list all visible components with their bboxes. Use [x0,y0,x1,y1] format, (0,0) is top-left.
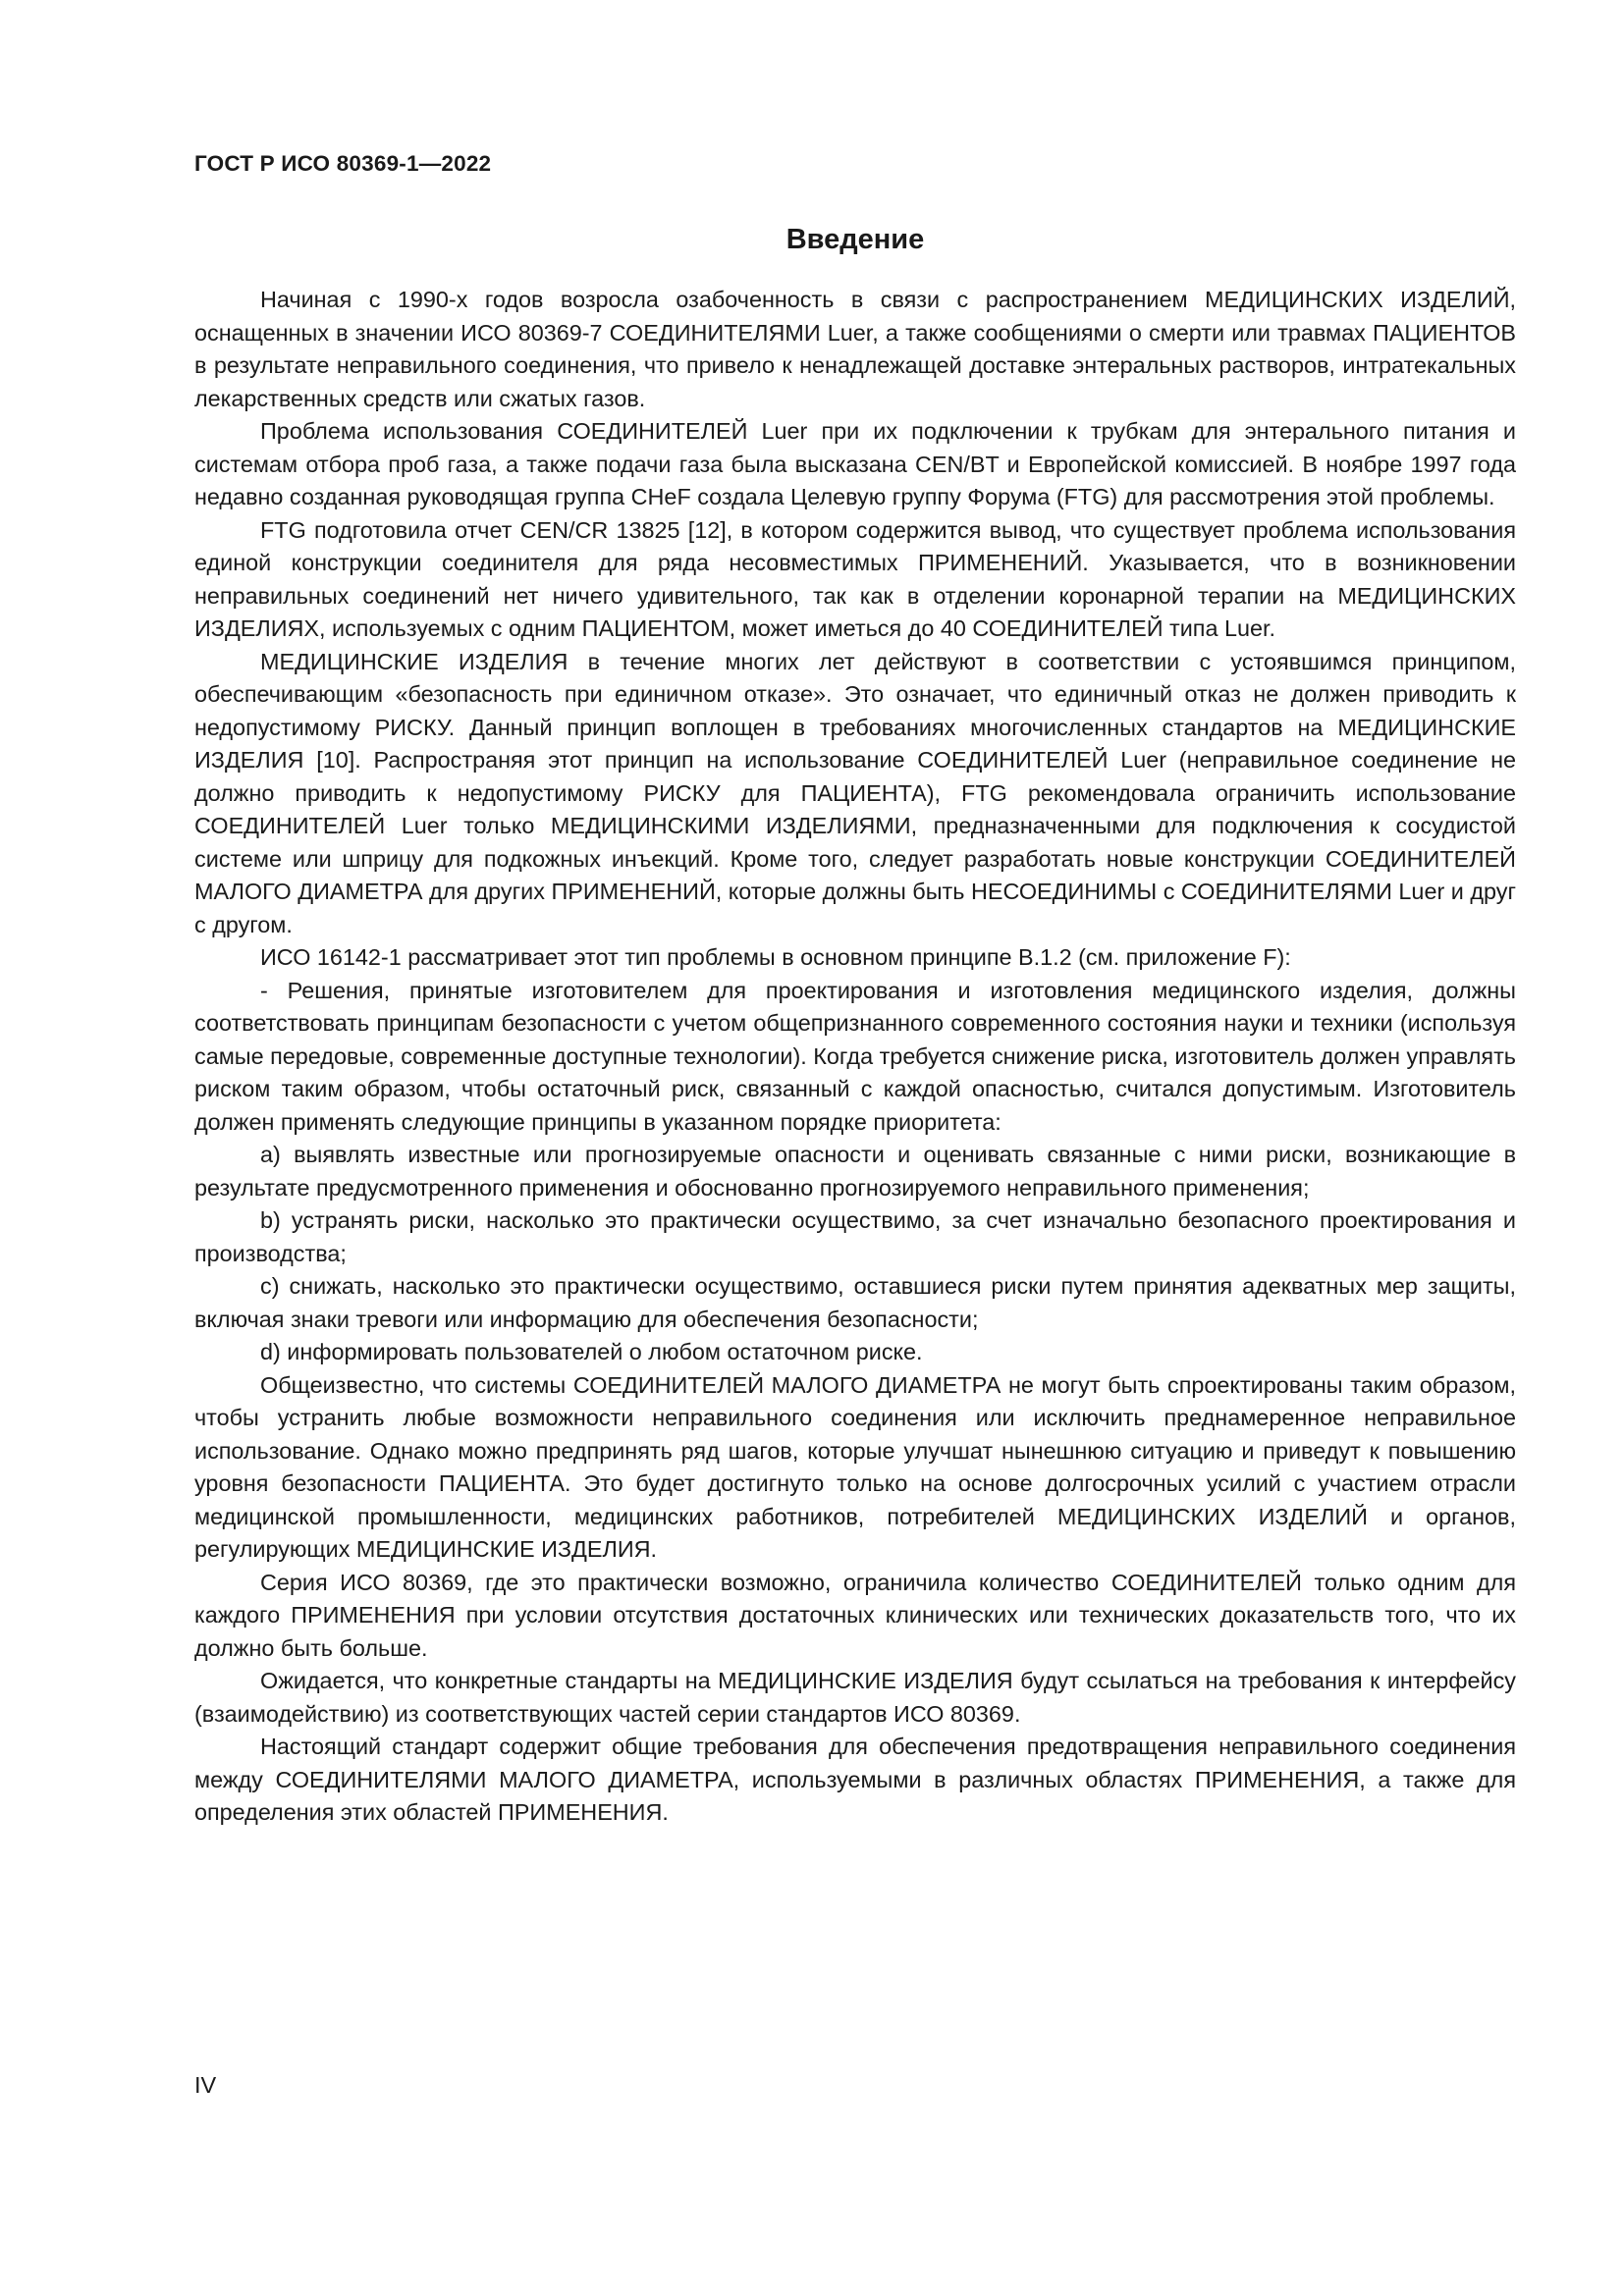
paragraph: ИСО 16142-1 рассматривает этот тип проблемы в основном принципе В.1.2 (см. приложение F): [260,944,1291,970]
list-item-c: c) снижать, насколько это практически осуществимо, оставшиеся риски путем принятия адекватных мер защиты, включая знаки тревоги или информацию для обеспечения безопасности; [194,1273,1516,1332]
page-number: IV [194,2072,217,2098]
section-title: Введение [785,224,925,255]
paragraph: Начиная с 1990-х годов возросла озабоченность в связи с распространением МЕДИЦИНСКИХ ИЗДЕЛИЙ, оснащенных в значении ИСО 80369-7 СОЕДИНИТЕЛЯМИ Luer, а также сообщениями о смерти или травмах ПАЦИЕНТОВ в результате неправильного соединения, что привело к ненадлежащей доставке энтеральных растворов, интратекальных лекарственных средств или сжатых газов. [194,287,1516,411]
document-code-header: ГОСТ Р ИСО 80369-1—2022 [194,151,492,176]
list-item-b: b) устранять риски, насколько это практически осуществимо, за счет изначально безопасного проектирования и производства; [194,1207,1516,1266]
body-text [194,284,1516,1830]
paragraph: Настоящий стандарт содержит общие требования для обеспечения предотвращения неправильного соединения между СОЕДИНИТЕЛЯМИ МАЛОГО ДИАМЕТРА, используемыми в различных областях ПРИМЕНЕНИЯ, а также для определения этих областей ПРИМЕНЕНИЯ. [194,1734,1516,1825]
paragraph: Общеизвестно, что системы СОЕДИНИТЕЛЕЙ МАЛОГО ДИАМЕТРА не могут быть спроектированы таким образом, чтобы устранить любые возможности неправильного соединения или исключить преднамеренное неправильное использование. Однако можно предпринять ряд шагов, которые улучшат нынешнюю ситуацию и приведут к повышению уровня безопасности ПАЦИЕНТА. Это будет достигнуто только на основе долгосрочных усилий с участием отрасли медицинской промышленности, медицинских работников, потребителей МЕДИЦИНСКИХ ИЗДЕЛИЙ и органов, регулирующих МЕДИЦИНСКИЕ ИЗДЕЛИЯ. [194,1371,1516,1562]
quoted-principle-paragraph: - Решения, принятые изготовителем для проектирования и изготовления медицинского изделия, должны соответствовать принципам безопасности с учетом общепризнанного современного состояния науки и техники (используя самые передовые, современные доступные технологии). Когда требуется снижение риска, изготовитель должен управлять риском таким образом, чтобы остаточный риск, связанный с каждой опасностью, считался допустимым. Изготовитель должен применять следующие принципы в указанном порядке приоритета: [194,977,1516,1135]
paragraph: Серия ИСО 80369, где это практически возможно, ограничила количество СОЕДИНИТЕЛЕЙ только одним для каждого ПРИМЕНЕНИЯ при условии отсутствия достаточных клинических или технических доказательств того, что их должно быть больше. [194,1569,1516,1661]
paragraph: Ожидается, что конкретные стандарты на МЕДИЦИНСКИЕ ИЗДЕЛИЯ будут ссылаться на требования к интерфейсу (взаимодействию) из соответствующих частей серии стандартов ИСО 80369. [194,1668,1516,1727]
list-item-d: d) информировать пользователей о любом остаточном риске. [260,1339,923,1364]
paragraph: FTG подготовила отчет CEN/CR 13825 [12], в котором содержится вывод, что существует проблема использования единой конструкции соединителя для ряда несовместимых ПРИМЕНЕНИЙ. Указывается, что в возникновении неправильных соединений нет ничего удивительного, так как в отделении коронарной терапии на МЕДИЦИНСКИХ ИЗДЕЛИЯХ, используемых с одним ПАЦИЕНТОМ, может иметься до 40 СОЕДИНИТЕЛЕЙ типа Luer. [194,516,1516,641]
paragraph: МЕДИЦИНСКИЕ ИЗДЕЛИЯ в течение многих лет действуют в соответствии с устоявшимся принципом, обеспечивающим «безопасность при единичном отказе». Это означает, что единичный отказ не должен приводить к недопустимому РИСКУ. Данный принцип воплощен в требованиях многочисленных стандартов на МЕДИЦИНСКИЕ ИЗДЕЛИЯ [10]. Распространяя этот принцип на использование СОЕДИНИТЕЛЕЙ Luer (неправильное соединение не должно приводить к недопустимому РИСКУ для ПАЦИЕНТА), FTG рекомендовала ограничить использование СОЕДИНИТЕЛЕЙ Luer только МЕДИЦИНСКИМИ ИЗДЕЛИЯМИ, предназначенными для подключения к сосудистой системе или шприцу для подкожных инъекций. Кроме того, следует разработать новые конструкции СОЕДИНИТЕЛЕЙ МАЛОГО ДИАМЕТРА для других ПРИМЕНЕНИЙ, которые должны быть НЕСОЕДИНИМЫ с СОЕДИНИТЕЛЯМИ Luer и друг с другом. [194,648,1516,937]
paragraph: Проблема использования СОЕДИНИТЕЛЕЙ Luer при их подключении к трубкам для энтерального питания и системам отбора проб газа, а также подачи газа была высказана CEN/BT и Европейской комиссией. В ноябре 1997 года недавно созданная руководящая группа CHeF создала Целевую группу Форума (FTG) для рассмотрения этой проблемы. [194,418,1516,509]
list-item-a: a) выявлять известные или прогнозируемые опасности и оценивать связанные с ними риски, возникающие в результате предусмотренного применения и обоснованно прогнозируемого неправильного применения; [194,1142,1516,1201]
